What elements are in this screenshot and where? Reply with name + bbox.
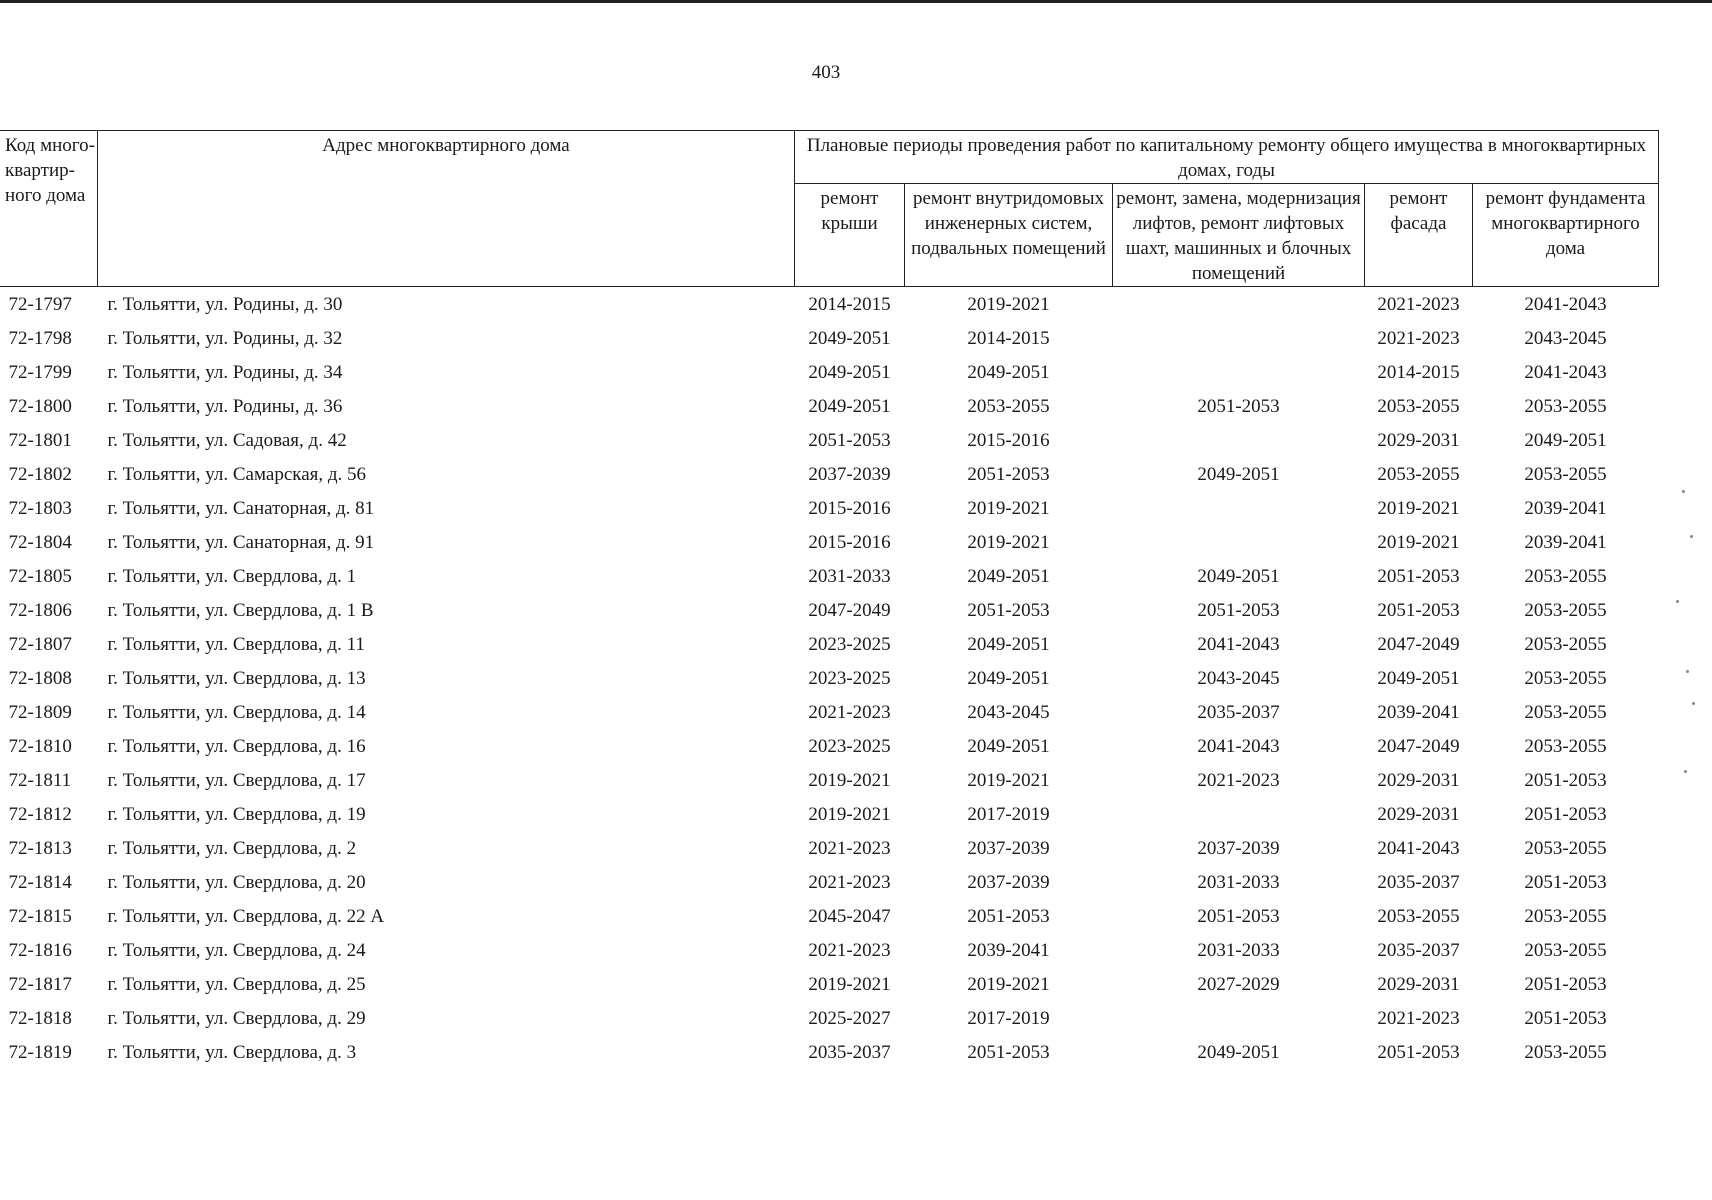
cell-address: г. Тольятти, ул. Родины, д. 30 <box>107 293 343 315</box>
cell-elevators: 2049-2051 <box>1197 565 1280 587</box>
header-address: Адрес многоквартирного дома <box>98 131 795 287</box>
cell-roof: 2015-2016 <box>808 531 891 553</box>
cell-foundation: 2051-2053 <box>1524 803 1607 825</box>
cell-address: г. Тольятти, ул. Свердлова, д. 3 <box>107 1041 357 1063</box>
cell-foundation: 2051-2053 <box>1524 769 1607 791</box>
cell-facade: 2051-2053 <box>1377 565 1460 587</box>
table-row <box>0 457 1659 491</box>
cell-elevators: 2021-2023 <box>1197 769 1280 791</box>
cell-facade: 2053-2055 <box>1377 463 1460 485</box>
cell-engineering: 2017-2019 <box>967 1007 1050 1029</box>
cell-facade: 2035-2037 <box>1377 871 1460 893</box>
cell-address: г. Тольятти, ул. Свердлова, д. 22 А <box>107 905 385 927</box>
cell-facade: 2041-2043 <box>1377 837 1460 859</box>
cell-facade: 2029-2031 <box>1377 769 1460 791</box>
cell-engineering: 2053-2055 <box>967 395 1050 417</box>
cell-facade: 2051-2053 <box>1377 599 1460 621</box>
scan-speck <box>1682 490 1685 493</box>
cell-elevators <box>1113 1001 1365 1035</box>
scan-speck <box>1684 770 1687 773</box>
cell-address: г. Тольятти, ул. Свердлова, д. 16 <box>107 735 366 757</box>
cell-code: 72-1818 <box>8 1007 72 1029</box>
cell-facade: 2047-2049 <box>1377 735 1460 757</box>
header-facade: ремонт фасада <box>1365 184 1473 287</box>
cell-facade: 2029-2031 <box>1377 429 1460 451</box>
cell-facade: 2053-2055 <box>1377 395 1460 417</box>
header-code: Код много-квартир-ного дома <box>0 131 98 287</box>
cell-elevators <box>1113 423 1365 457</box>
header-elevators: ремонт, замена, модернизация лифтов, ремонт лифтовых шахт, машинных и блочных помещений <box>1113 184 1365 287</box>
cell-foundation: 2039-2041 <box>1524 497 1607 519</box>
cell-address: г. Тольятти, ул. Свердлова, д. 20 <box>107 871 366 893</box>
cell-elevators: 2049-2051 <box>1197 463 1280 485</box>
table-row <box>0 627 1659 661</box>
cell-roof: 2023-2025 <box>808 735 891 757</box>
cell-facade: 2049-2051 <box>1377 667 1460 689</box>
cell-foundation: 2053-2055 <box>1524 565 1607 587</box>
header-foundation: ремонт фундамента многоквартирного дома <box>1473 184 1659 287</box>
cell-code: 72-1801 <box>8 429 72 451</box>
cell-foundation: 2053-2055 <box>1524 905 1607 927</box>
cell-address: г. Тольятти, ул. Родины, д. 34 <box>107 361 343 383</box>
table-row <box>0 559 1659 593</box>
cell-code: 72-1810 <box>8 735 72 757</box>
table-row <box>0 1035 1659 1069</box>
table-row <box>0 389 1659 423</box>
cell-elevators <box>1113 355 1365 389</box>
cell-engineering: 2019-2021 <box>967 973 1050 995</box>
cell-elevators: 2027-2029 <box>1197 973 1280 995</box>
cell-facade: 2053-2055 <box>1377 905 1460 927</box>
cell-address: г. Тольятти, ул. Свердлова, д. 19 <box>107 803 366 825</box>
cell-elevators: 2031-2033 <box>1197 939 1280 961</box>
cell-code: 72-1797 <box>8 293 72 315</box>
cell-foundation: 2043-2045 <box>1524 327 1607 349</box>
cell-code: 72-1798 <box>8 327 72 349</box>
table-body <box>0 287 1659 1070</box>
table-row <box>0 593 1659 627</box>
cell-facade: 2039-2041 <box>1377 701 1460 723</box>
cell-engineering: 2019-2021 <box>967 769 1050 791</box>
cell-engineering: 2051-2053 <box>967 1041 1050 1063</box>
table-row <box>0 661 1659 695</box>
cell-facade: 2019-2021 <box>1377 531 1460 553</box>
cell-elevators <box>1113 525 1365 559</box>
cell-elevators <box>1113 491 1365 525</box>
cell-roof: 2021-2023 <box>808 837 891 859</box>
cell-facade: 2051-2053 <box>1377 1041 1460 1063</box>
cell-elevators: 2041-2043 <box>1197 735 1280 757</box>
table-row <box>0 797 1659 831</box>
table-row <box>0 423 1659 457</box>
table-header-row-top <box>0 131 1659 184</box>
cell-engineering: 2037-2039 <box>967 871 1050 893</box>
cell-elevators: 2051-2053 <box>1197 599 1280 621</box>
cell-code: 72-1802 <box>8 463 72 485</box>
cell-roof: 2021-2023 <box>808 701 891 723</box>
cell-engineering: 2019-2021 <box>967 293 1050 315</box>
cell-code: 72-1809 <box>8 701 72 723</box>
cell-roof: 2019-2021 <box>808 769 891 791</box>
cell-engineering: 2019-2021 <box>967 531 1050 553</box>
cell-engineering: 2049-2051 <box>967 667 1050 689</box>
cell-engineering: 2017-2019 <box>967 803 1050 825</box>
cell-engineering: 2051-2053 <box>967 905 1050 927</box>
table-row <box>0 355 1659 389</box>
scan-speck <box>1692 702 1695 705</box>
cell-foundation: 2053-2055 <box>1524 939 1607 961</box>
cell-address: г. Тольятти, ул. Свердлова, д. 1 <box>107 565 357 587</box>
cell-address: г. Тольятти, ул. Свердлова, д. 24 <box>107 939 366 961</box>
cell-code: 72-1813 <box>8 837 72 859</box>
cell-code: 72-1819 <box>8 1041 72 1063</box>
table-row <box>0 763 1659 797</box>
cell-elevators: 2041-2043 <box>1197 633 1280 655</box>
cell-foundation: 2039-2041 <box>1524 531 1607 553</box>
cell-address: г. Тольятти, ул. Свердлова, д. 13 <box>107 667 366 689</box>
table-row <box>0 695 1659 729</box>
cell-foundation: 2053-2055 <box>1524 395 1607 417</box>
cell-roof: 2021-2023 <box>808 871 891 893</box>
scan-speck <box>1676 600 1679 603</box>
cell-engineering: 2015-2016 <box>967 429 1050 451</box>
cell-code: 72-1803 <box>8 497 72 519</box>
cell-foundation: 2051-2053 <box>1524 1007 1607 1029</box>
table-row <box>0 967 1659 1001</box>
cell-code: 72-1804 <box>8 531 72 553</box>
cell-engineering: 2037-2039 <box>967 837 1050 859</box>
cell-elevators: 2049-2051 <box>1197 1041 1280 1063</box>
cell-roof: 2037-2039 <box>808 463 891 485</box>
cell-code: 72-1805 <box>8 565 72 587</box>
cell-address: г. Тольятти, ул. Свердлова, д. 17 <box>107 769 366 791</box>
cell-roof: 2019-2021 <box>808 803 891 825</box>
cell-foundation: 2053-2055 <box>1524 1041 1607 1063</box>
cell-code: 72-1815 <box>8 905 72 927</box>
cell-code: 72-1816 <box>8 939 72 961</box>
table-row <box>0 287 1659 322</box>
cell-engineering: 2051-2053 <box>967 599 1050 621</box>
cell-code: 72-1811 <box>8 769 72 791</box>
header-engineering: ремонт внутридомовых инженерных систем, подвальных помещений <box>905 184 1113 287</box>
cell-facade: 2021-2023 <box>1377 1007 1460 1029</box>
cell-address: г. Тольятти, ул. Родины, д. 32 <box>107 327 343 349</box>
cell-foundation: 2053-2055 <box>1524 633 1607 655</box>
cell-code: 72-1814 <box>8 871 72 893</box>
table-row <box>0 933 1659 967</box>
cell-engineering: 2051-2053 <box>967 463 1050 485</box>
table-row <box>0 729 1659 763</box>
cell-foundation: 2053-2055 <box>1524 667 1607 689</box>
cell-facade: 2029-2031 <box>1377 973 1460 995</box>
cell-engineering: 2019-2021 <box>967 497 1050 519</box>
cell-code: 72-1800 <box>8 395 72 417</box>
table-row <box>0 1001 1659 1035</box>
cell-address: г. Тольятти, ул. Свердлова, д. 14 <box>107 701 366 723</box>
cell-address: г. Тольятти, ул. Свердлова, д. 11 <box>107 633 365 655</box>
page-number: 403 <box>811 62 841 83</box>
cell-code: 72-1806 <box>8 599 72 621</box>
cell-facade: 2021-2023 <box>1377 327 1460 349</box>
header-periods-group: Плановые периоды проведения работ по капитальному ремонту общего имущества в многоквартирных домах, годы <box>795 131 1659 184</box>
cell-foundation: 2051-2053 <box>1524 973 1607 995</box>
cell-code: 72-1799 <box>8 361 72 383</box>
cell-elevators: 2037-2039 <box>1197 837 1280 859</box>
cell-elevators: 2043-2045 <box>1197 667 1280 689</box>
scan-speck <box>1690 535 1693 538</box>
cell-address: г. Тольятти, ул. Санаторная, д. 81 <box>107 497 375 519</box>
cell-elevators: 2031-2033 <box>1197 871 1280 893</box>
cell-foundation: 2053-2055 <box>1524 599 1607 621</box>
cell-elevators <box>1113 797 1365 831</box>
cell-address: г. Тольятти, ул. Санаторная, д. 91 <box>107 531 375 553</box>
cell-roof: 2021-2023 <box>808 939 891 961</box>
cell-engineering: 2049-2051 <box>967 565 1050 587</box>
cell-address: г. Тольятти, ул. Свердлова, д. 1 В <box>107 599 374 621</box>
cell-code: 72-1808 <box>8 667 72 689</box>
cell-roof: 2045-2047 <box>808 905 891 927</box>
cell-facade: 2047-2049 <box>1377 633 1460 655</box>
cell-facade: 2029-2031 <box>1377 803 1460 825</box>
cell-foundation: 2053-2055 <box>1524 837 1607 859</box>
cell-foundation: 2053-2055 <box>1524 463 1607 485</box>
cell-address: г. Тольятти, ул. Самарская, д. 56 <box>107 463 367 485</box>
cell-engineering: 2043-2045 <box>967 701 1050 723</box>
cell-code: 72-1817 <box>8 973 72 995</box>
cell-roof: 2025-2027 <box>808 1007 891 1029</box>
cell-elevators <box>1113 321 1365 355</box>
cell-roof: 2014-2015 <box>808 293 891 315</box>
table-row <box>0 525 1659 559</box>
header-roof: ремонт крыши <box>795 184 905 287</box>
cell-elevators: 2035-2037 <box>1197 701 1280 723</box>
cell-roof: 2035-2037 <box>808 1041 891 1063</box>
cell-address: г. Тольятти, ул. Свердлова, д. 29 <box>107 1007 366 1029</box>
cell-address: г. Тольятти, ул. Свердлова, д. 2 <box>107 837 357 859</box>
cell-facade: 2014-2015 <box>1377 361 1460 383</box>
cell-roof: 2051-2053 <box>808 429 891 451</box>
cell-roof: 2019-2021 <box>808 973 891 995</box>
cell-foundation: 2053-2055 <box>1524 701 1607 723</box>
cell-roof: 2049-2051 <box>808 395 891 417</box>
cell-engineering: 2049-2051 <box>967 735 1050 757</box>
repair-schedule-table <box>0 130 1659 1069</box>
cell-elevators: 2051-2053 <box>1197 905 1280 927</box>
cell-facade: 2035-2037 <box>1377 939 1460 961</box>
table-row <box>0 899 1659 933</box>
cell-foundation: 2041-2043 <box>1524 293 1607 315</box>
cell-roof: 2049-2051 <box>808 327 891 349</box>
cell-elevators: 2051-2053 <box>1197 395 1280 417</box>
cell-address: г. Тольятти, ул. Родины, д. 36 <box>107 395 343 417</box>
cell-roof: 2047-2049 <box>808 599 891 621</box>
cell-roof: 2015-2016 <box>808 497 891 519</box>
cell-roof: 2031-2033 <box>808 565 891 587</box>
cell-foundation: 2053-2055 <box>1524 735 1607 757</box>
cell-code: 72-1807 <box>8 633 72 655</box>
cell-roof: 2049-2051 <box>808 361 891 383</box>
cell-address: г. Тольятти, ул. Садовая, д. 42 <box>107 429 347 451</box>
cell-engineering: 2049-2051 <box>967 633 1050 655</box>
cell-foundation: 2041-2043 <box>1524 361 1607 383</box>
top-border-line <box>0 0 1712 3</box>
cell-foundation: 2049-2051 <box>1524 429 1607 451</box>
cell-roof: 2023-2025 <box>808 667 891 689</box>
table-row <box>0 865 1659 899</box>
cell-address: г. Тольятти, ул. Свердлова, д. 25 <box>107 973 366 995</box>
cell-code: 72-1812 <box>8 803 72 825</box>
table-row <box>0 831 1659 865</box>
cell-engineering: 2049-2051 <box>967 361 1050 383</box>
cell-roof: 2023-2025 <box>808 633 891 655</box>
cell-engineering: 2014-2015 <box>967 327 1050 349</box>
cell-foundation: 2051-2053 <box>1524 871 1607 893</box>
cell-facade: 2019-2021 <box>1377 497 1460 519</box>
table-row <box>0 491 1659 525</box>
cell-engineering: 2039-2041 <box>967 939 1050 961</box>
table-row <box>0 321 1659 355</box>
scan-speck <box>1686 670 1689 673</box>
cell-elevators <box>1113 287 1365 322</box>
cell-facade: 2021-2023 <box>1377 293 1460 315</box>
